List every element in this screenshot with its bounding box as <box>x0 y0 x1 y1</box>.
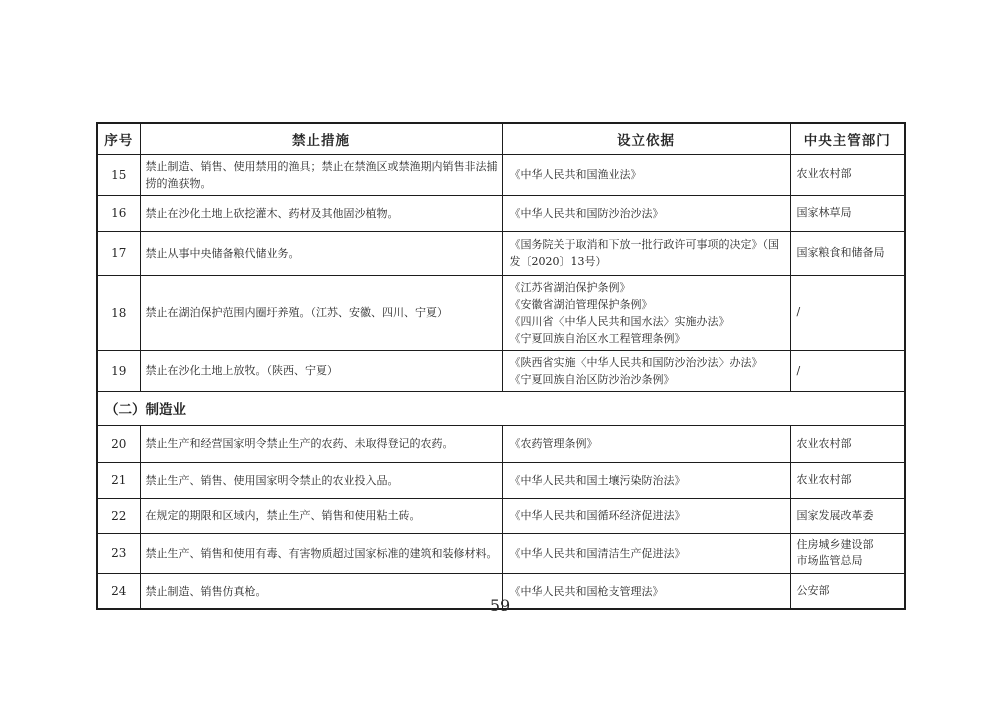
table-header-row <box>97 123 905 154</box>
basis-cell <box>502 195 790 231</box>
basis-line: 《中华人民共和国清洁生产促进法》 <box>509 546 686 560</box>
measure-cell: 禁止在湖泊保护范围内圈圩养殖。（江苏、安徽、四川、宁夏） <box>140 275 502 350</box>
measure-cell: 禁止在沙化土地上放牧。（陕西、宁夏） <box>140 350 502 391</box>
dept-line: 农业农村部 <box>796 167 852 181</box>
basis-cell <box>502 154 790 195</box>
row-number: 19 <box>97 350 140 391</box>
dept-line: 市场监管总局 <box>796 554 863 568</box>
dept-cell <box>790 425 905 462</box>
table-row <box>97 425 905 462</box>
measure-cell: 禁止生产、销售、使用国家明令禁止的农业投入品。 <box>140 462 502 498</box>
measure-cell: 在规定的期限和区域内，禁止生产、销售和使用粘土砖。 <box>140 498 502 533</box>
dept-cell <box>790 275 905 350</box>
basis-line: 《中华人民共和国防沙治沙法》 <box>509 206 664 220</box>
row-number: 23 <box>97 533 140 573</box>
column-header-no: 序号 <box>97 123 140 154</box>
basis-line: 《宁夏回族自治区防沙治沙条例》 <box>509 372 675 386</box>
basis-cell <box>502 275 790 350</box>
basis-line: 《中华人民共和国渔业法》 <box>509 168 642 182</box>
table-row <box>97 498 905 533</box>
basis-cell <box>502 425 790 462</box>
dept-line: / <box>796 305 801 319</box>
dept-cell <box>790 195 905 231</box>
table-row <box>97 195 905 231</box>
measure-cell: 禁止生产、销售和使用有毒、有害物质超过国家标准的建筑和装修材料。 <box>140 533 502 573</box>
basis-line: 《安徽省湖泊管理保护条例》 <box>509 297 653 311</box>
dept-line: 公安部 <box>796 583 830 597</box>
row-number: 21 <box>97 462 140 498</box>
basis-cell <box>502 462 790 498</box>
basis-line: 《中华人民共和国循环经济促进法》 <box>509 509 686 523</box>
row-number: 20 <box>97 425 140 462</box>
table-row <box>97 275 905 350</box>
row-number: 24 <box>97 573 140 609</box>
prohibition-measures-table <box>96 122 906 610</box>
basis-line: 《四川省〈中华人民共和国水法〉实施办法》 <box>509 314 730 328</box>
page-number: 59 <box>489 596 511 615</box>
basis-cell <box>502 231 790 275</box>
column-header-measure: 禁止措施 <box>140 123 502 154</box>
basis-line: 《陕西省实施〈中华人民共和国防沙治沙法〉办法》 <box>509 355 763 369</box>
table-row <box>97 533 905 573</box>
dept-cell <box>790 533 905 573</box>
measure-cell: 禁止制造、销售、使用禁用的渔具；禁止在禁渔区或禁渔期内销售非法捕捞的渔获物。 <box>140 154 502 195</box>
dept-line: 农业农村部 <box>796 473 852 487</box>
row-number: 22 <box>97 498 140 533</box>
measure-cell: 禁止生产和经营国家明令禁止生产的农药、未取得登记的农药。 <box>140 425 502 462</box>
measure-cell: 禁止制造、销售仿真枪。 <box>140 573 502 609</box>
basis-line: 《中华人民共和国枪支管理法》 <box>509 584 664 598</box>
basis-cell <box>502 350 790 391</box>
basis-line: 《江苏省湖泊保护条例》 <box>509 280 631 294</box>
dept-cell <box>790 231 905 275</box>
column-header-basis: 设立依据 <box>502 123 790 154</box>
dept-line: 住房城乡建设部 <box>796 537 874 551</box>
row-number: 18 <box>97 275 140 350</box>
section-header-label: （二）制造业 <box>97 391 905 425</box>
table-row <box>97 154 905 195</box>
dept-line: 农业农村部 <box>796 436 852 450</box>
section-header-row <box>97 391 905 425</box>
measure-cell: 禁止从事中央储备粮代储业务。 <box>140 231 502 275</box>
table-row <box>97 462 905 498</box>
dept-line: 国家发展改革委 <box>796 508 874 522</box>
column-header-dept: 中央主管部门 <box>790 123 905 154</box>
dept-cell <box>790 498 905 533</box>
dept-line: 国家林草局 <box>796 205 852 219</box>
row-number: 16 <box>97 195 140 231</box>
basis-line: 《国务院关于取消和下放一批行政许可事项的决定》（国发〔2020〕13号） <box>509 238 779 269</box>
dept-cell <box>790 462 905 498</box>
basis-line: 《中华人民共和国土壤污染防治法》 <box>509 473 686 487</box>
basis-cell <box>502 533 790 573</box>
dept-line: 国家粮食和储备局 <box>796 245 885 259</box>
dept-cell <box>790 350 905 391</box>
dept-cell <box>790 154 905 195</box>
row-number: 15 <box>97 154 140 195</box>
basis-line: 《农药管理条例》 <box>509 437 598 451</box>
row-number: 17 <box>97 231 140 275</box>
dept-line: / <box>796 363 801 377</box>
basis-cell <box>502 498 790 533</box>
table-row <box>97 231 905 275</box>
table-row <box>97 350 905 391</box>
measure-cell: 禁止在沙化土地上砍挖灌木、药材及其他固沙植物。 <box>140 195 502 231</box>
basis-line: 《宁夏回族自治区水工程管理条例》 <box>509 331 686 345</box>
